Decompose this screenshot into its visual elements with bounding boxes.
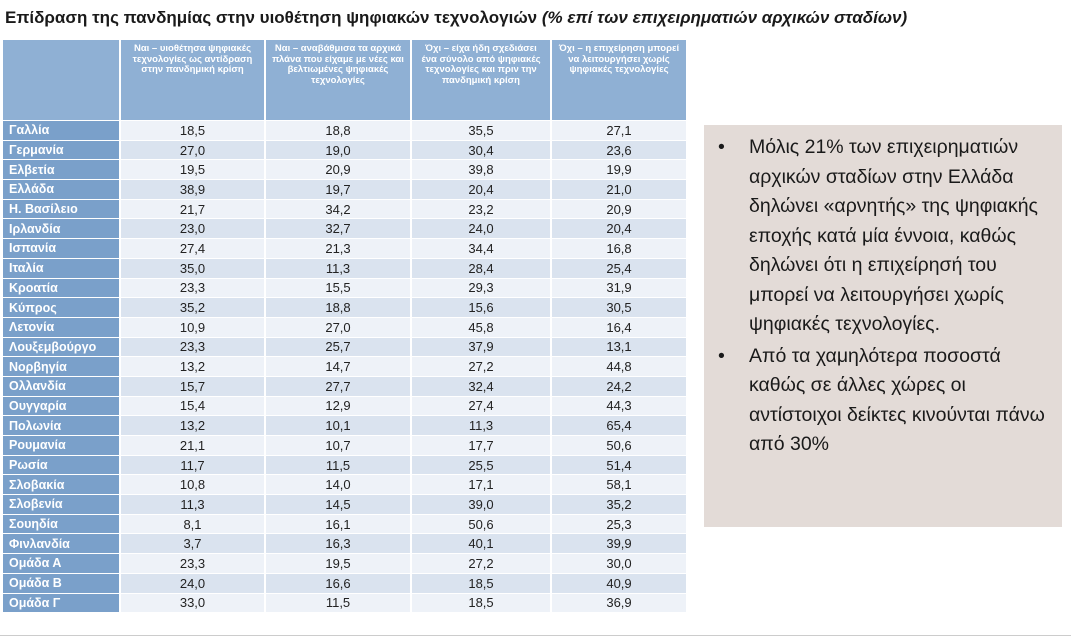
table-row [3,180,686,200]
value-cell: 23,2 [411,199,551,219]
value-cell: 25,5 [411,455,551,475]
value-cell: 15,7 [120,376,265,396]
commentary-list [714,133,1050,460]
table-row [3,278,686,298]
value-cell: 11,5 [265,593,411,612]
table-row [3,239,686,259]
table-row [3,357,686,377]
page-title [5,8,1065,28]
value-cell: 14,0 [265,475,411,495]
commentary-text: Από τα χαμηλότερα ποσοστά καθώς σε άλλες χώρες οι αντίστοιχοι δείκτες κινούνται πάνω από 30% [749,344,1045,455]
table-row [3,317,686,337]
value-cell: 20,9 [551,199,686,219]
table-row [3,436,686,456]
value-cell: 50,6 [411,514,551,534]
value-cell: 16,6 [265,573,411,593]
value-cell: 15,5 [265,278,411,298]
table-row [3,396,686,416]
value-cell: 27,2 [411,554,551,574]
country-cell: Ρουμανία [3,436,120,456]
table-row [3,593,686,612]
value-cell: 27,4 [411,396,551,416]
value-cell: 15,4 [120,396,265,416]
value-cell: 10,7 [265,436,411,456]
value-cell: 44,8 [551,357,686,377]
country-cell: Λουξεμβούργο [3,337,120,357]
value-cell: 30,0 [551,554,686,574]
value-cell: 32,4 [411,376,551,396]
value-cell: 37,9 [411,337,551,357]
value-cell: 25,3 [551,514,686,534]
table-row [3,416,686,436]
value-cell: 29,3 [411,278,551,298]
table-row [3,475,686,495]
header-country [3,40,120,121]
value-cell: 16,8 [551,239,686,259]
table-row [3,298,686,318]
header-no-without-digital: Όχι – η επιχείρηση μπορεί να λειτουργήσει χωρίς ψηφιακές τεχνολογίες [551,40,686,121]
header-yes-adopted: Ναι – υιοθέτησα ψηφιακές τεχνολογίες ως αντίδραση στην πανδημική κρίση [120,40,265,121]
value-cell: 25,7 [265,337,411,357]
value-cell: 35,2 [120,298,265,318]
commentary-text: Μόλις 21% των επιχειρηματιών αρχικών σταδίων στην Ελλάδα δηλώνει «αρνητής» της ψηφιακής εποχής κατά μία έννοια, καθώς δηλώνει ότι η επιχείρησή του μπορεί να λειτουργήσει χωρίς ψηφιακές τεχνολογίες. [749,136,1038,335]
country-cell: Κροατία [3,278,120,298]
value-cell: 39,9 [551,534,686,554]
value-cell: 45,8 [411,317,551,337]
value-cell: 18,5 [120,121,265,141]
value-cell: 32,7 [265,219,411,239]
table-row [3,140,686,160]
value-cell: 11,3 [265,258,411,278]
value-cell: 28,4 [411,258,551,278]
country-cell: Γερμανία [3,140,120,160]
value-cell: 19,7 [265,180,411,200]
table-header-row [3,40,686,121]
value-cell: 27,0 [120,140,265,160]
country-cell: Ρωσία [3,455,120,475]
value-cell: 19,9 [551,160,686,180]
bullet-icon: • [718,136,725,158]
title-subtitle: (% επί των επιχειρηματιών αρχικών σταδίων) [541,8,908,27]
table-row [3,219,686,239]
table-row [3,199,686,219]
value-cell: 15,6 [411,298,551,318]
bullet-icon: • [718,344,725,367]
value-cell: 33,0 [120,593,265,612]
country-cell: Ομάδα Α [3,554,120,574]
country-cell: Ομάδα Γ [3,593,120,612]
table-row [3,376,686,396]
table-row [3,495,686,515]
value-cell: 19,5 [265,554,411,574]
table-row [3,573,686,593]
country-cell: Γαλλία [3,121,120,141]
value-cell: 65,4 [551,416,686,436]
value-cell: 14,7 [265,357,411,377]
value-cell: 18,5 [411,593,551,612]
value-cell: 40,1 [411,534,551,554]
value-cell: 23,3 [120,554,265,574]
value-cell: 13,2 [120,357,265,377]
country-cell: Σλοβακία [3,475,120,495]
value-cell: 19,0 [265,140,411,160]
value-cell: 39,8 [411,160,551,180]
value-cell: 16,3 [265,534,411,554]
value-cell: 24,0 [120,573,265,593]
value-cell: 31,9 [551,278,686,298]
table-row [3,337,686,357]
value-cell: 16,4 [551,317,686,337]
value-cell: 58,1 [551,475,686,495]
value-cell: 21,7 [120,199,265,219]
value-cell: 21,1 [120,436,265,456]
value-cell: 10,8 [120,475,265,495]
header-yes-upgraded: Ναι – αναβάθμισα τα αρχικά πλάνα που είχαμε με νέες και βελτιωμένες ψηφιακές τεχνολογίες [265,40,411,121]
commentary-item [714,342,1050,460]
value-cell: 38,9 [120,180,265,200]
country-cell: Η. Βασίλειο [3,199,120,219]
table-row [3,160,686,180]
country-cell: Ιταλία [3,258,120,278]
value-cell: 23,6 [551,140,686,160]
value-cell: 19,5 [120,160,265,180]
value-cell: 11,5 [265,455,411,475]
data-table [3,40,686,612]
value-cell: 18,5 [411,573,551,593]
value-cell: 20,4 [551,219,686,239]
value-cell: 23,0 [120,219,265,239]
value-cell: 3,7 [120,534,265,554]
commentary-box [704,125,1062,527]
value-cell: 21,0 [551,180,686,200]
country-cell: Σλοβενία [3,495,120,515]
table-row [3,258,686,278]
value-cell: 16,1 [265,514,411,534]
country-cell: Ολλανδία [3,376,120,396]
value-cell: 50,6 [551,436,686,456]
value-cell: 34,4 [411,239,551,259]
value-cell: 14,5 [265,495,411,515]
value-cell: 24,2 [551,376,686,396]
value-cell: 12,9 [265,396,411,416]
value-cell: 39,0 [411,495,551,515]
country-cell: Ελλάδα [3,180,120,200]
value-cell: 27,7 [265,376,411,396]
country-cell: Ομάδα Β [3,573,120,593]
value-cell: 11,3 [411,416,551,436]
table-row [3,514,686,534]
value-cell: 13,1 [551,337,686,357]
country-cell: Φινλανδία [3,534,120,554]
bottom-divider [0,635,1071,636]
value-cell: 40,9 [551,573,686,593]
value-cell: 51,4 [551,455,686,475]
table-row [3,455,686,475]
value-cell: 25,4 [551,258,686,278]
country-cell: Ελβετία [3,160,120,180]
country-cell: Ιρλανδία [3,219,120,239]
value-cell: 27,1 [551,121,686,141]
table-row [3,554,686,574]
value-cell: 11,7 [120,455,265,475]
value-cell: 10,1 [265,416,411,436]
value-cell: 10,9 [120,317,265,337]
value-cell: 27,2 [411,357,551,377]
table-row [3,534,686,554]
value-cell: 23,3 [120,278,265,298]
value-cell: 18,8 [265,298,411,318]
value-cell: 17,1 [411,475,551,495]
value-cell: 27,4 [120,239,265,259]
commentary-item [714,133,1050,340]
value-cell: 35,5 [411,121,551,141]
table-row [3,121,686,141]
value-cell: 13,2 [120,416,265,436]
value-cell: 24,0 [411,219,551,239]
value-cell: 35,2 [551,495,686,515]
value-cell: 8,1 [120,514,265,534]
value-cell: 34,2 [265,199,411,219]
value-cell: 17,7 [411,436,551,456]
value-cell: 30,4 [411,140,551,160]
value-cell: 27,0 [265,317,411,337]
country-cell: Πολωνία [3,416,120,436]
value-cell: 18,8 [265,121,411,141]
value-cell: 21,3 [265,239,411,259]
data-table-container [3,40,686,632]
value-cell: 20,4 [411,180,551,200]
country-cell: Σουηδία [3,514,120,534]
value-cell: 20,9 [265,160,411,180]
value-cell: 23,3 [120,337,265,357]
title-main: Επίδραση της πανδημίας στην υιοθέτηση ψηφιακών τεχνολογιών [5,8,538,27]
value-cell: 36,9 [551,593,686,612]
country-cell: Ουγγαρία [3,396,120,416]
country-cell: Ισπανία [3,239,120,259]
value-cell: 44,3 [551,396,686,416]
value-cell: 35,0 [120,258,265,278]
country-cell: Κύπρος [3,298,120,318]
value-cell: 11,3 [120,495,265,515]
country-cell: Λετονία [3,317,120,337]
header-no-already-planned: Όχι – είχα ήδη σχεδιάσει ένα σύνολο από ψηφιακές τεχνολογίες και πριν την πανδημική κρίση [411,40,551,121]
value-cell: 30,5 [551,298,686,318]
table-body [3,121,686,613]
country-cell: Νορβηγία [3,357,120,377]
